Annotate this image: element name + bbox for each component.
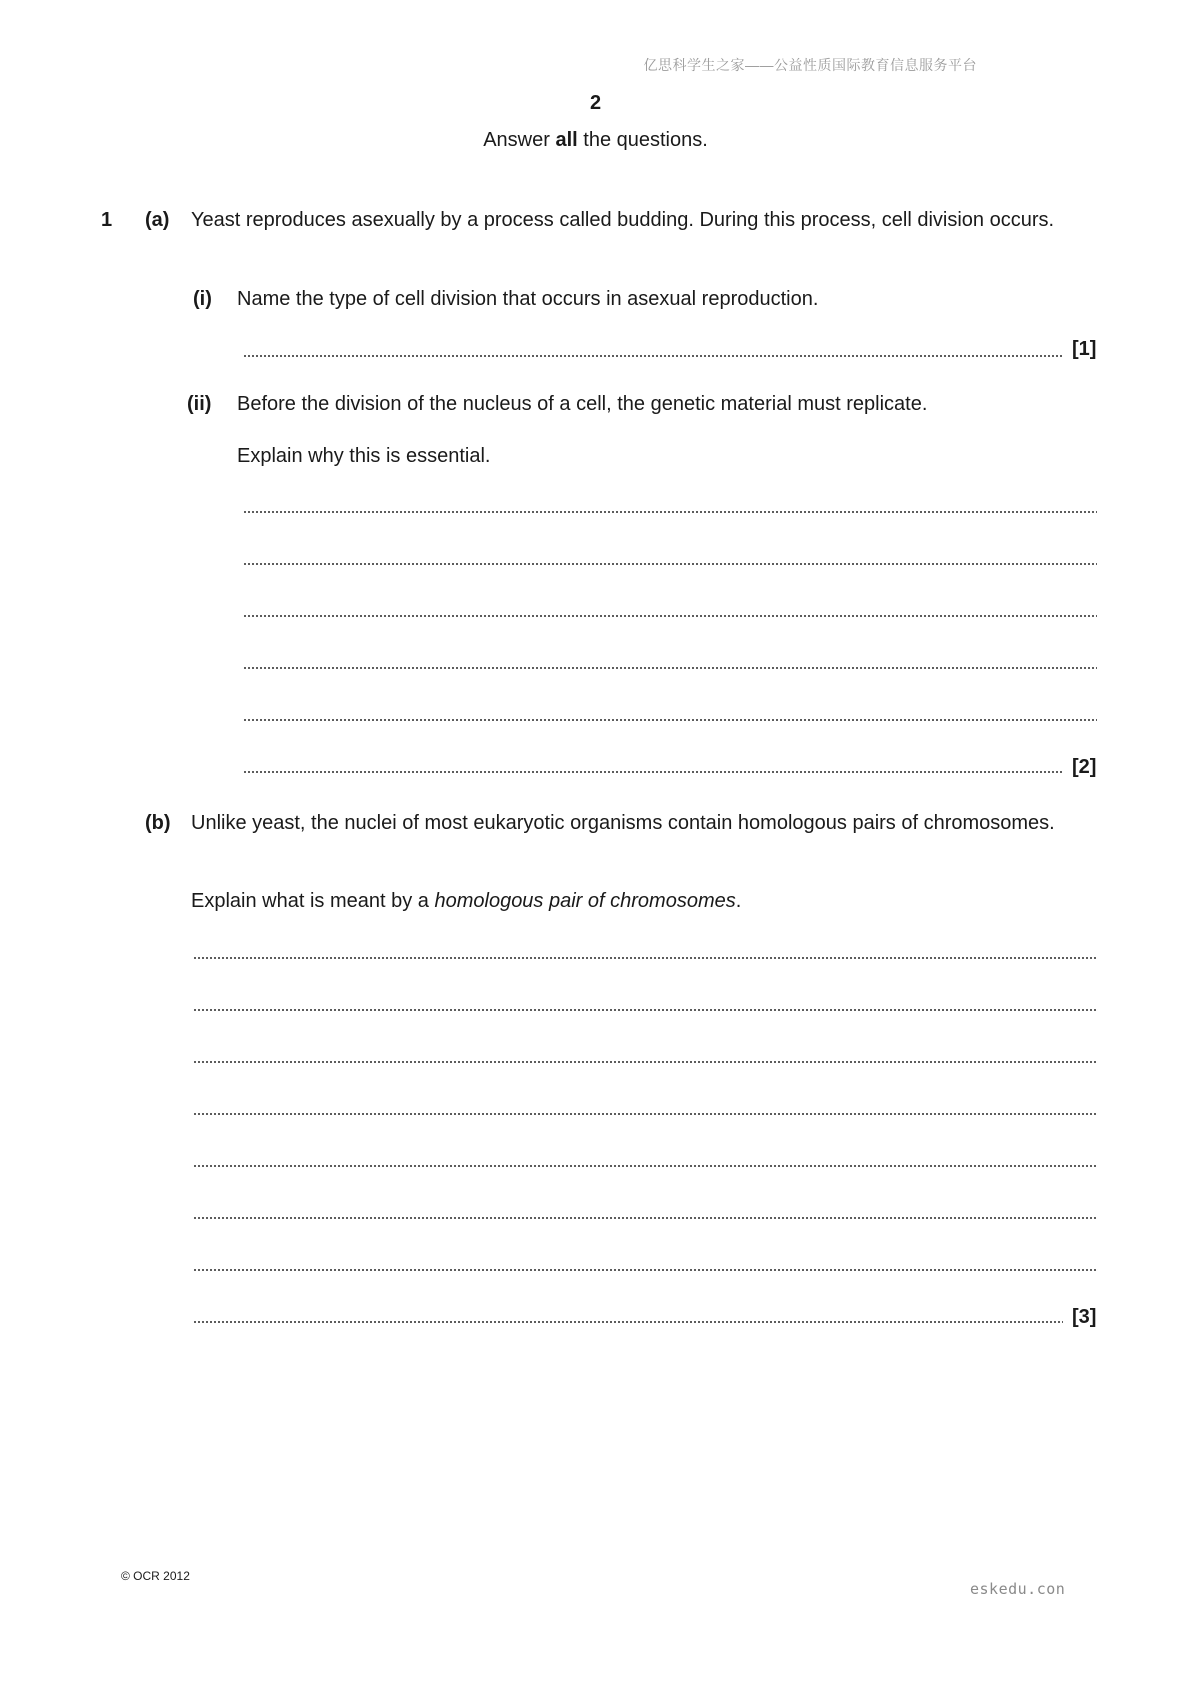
copyright: © OCR 2012 [121, 1569, 190, 1583]
answer-line-ii-6[interactable] [243, 771, 1063, 773]
part-b-text: Unlike yeast, the nuclei of most eukaryotic organisms contain homologous pairs of chromosomes. [191, 812, 1055, 834]
part-a-text: Yeast reproduces asexually by a process called budding. During this process, cell division occurs. [191, 209, 1055, 231]
mark-i: [1] [1072, 338, 1097, 360]
part-a-label: (a) [145, 209, 170, 231]
answer-line-ii-2[interactable] [243, 563, 1097, 565]
sub-i-text: Name the type of cell division that occurs in asexual reproduction. [237, 288, 819, 310]
sub-i-label: (i) [193, 288, 212, 310]
answer-line-b-4[interactable] [193, 1113, 1097, 1115]
page-number: 2 [589, 92, 602, 114]
sub-ii-label: (ii) [187, 393, 212, 415]
mark-b: [3] [1072, 1306, 1097, 1328]
answer-line-ii-3[interactable] [243, 615, 1097, 617]
part-b-prompt: Explain what is meant by a homologous pair of chromosomes. [191, 890, 742, 912]
watermark-footer: eskedu.con [970, 1580, 1066, 1598]
answer-line-b-3[interactable] [193, 1061, 1097, 1063]
answer-line-ii-1[interactable] [243, 511, 1097, 513]
answer-line-ii-4[interactable] [243, 667, 1097, 669]
instruction: Answer all the questions. [483, 129, 708, 151]
answer-line-b-7[interactable] [193, 1269, 1097, 1271]
watermark-header: 亿思科学生之家——公益性质国际教育信息服务平台 [643, 57, 977, 73]
sub-ii-text: Before the division of the nucleus of a cell, the genetic material must replicate. [237, 393, 928, 415]
answer-line-i[interactable] [243, 355, 1063, 357]
answer-line-b-1[interactable] [193, 957, 1097, 959]
mark-ii: [2] [1072, 756, 1097, 778]
answer-line-b-5[interactable] [193, 1165, 1097, 1167]
answer-line-b-8[interactable] [193, 1321, 1063, 1323]
part-b-label: (b) [145, 812, 171, 834]
answer-line-b-6[interactable] [193, 1217, 1097, 1219]
sub-ii-prompt: Explain why this is essential. [237, 445, 491, 467]
answer-line-b-2[interactable] [193, 1009, 1097, 1011]
question-number: 1 [101, 209, 113, 231]
answer-line-ii-5[interactable] [243, 719, 1097, 721]
